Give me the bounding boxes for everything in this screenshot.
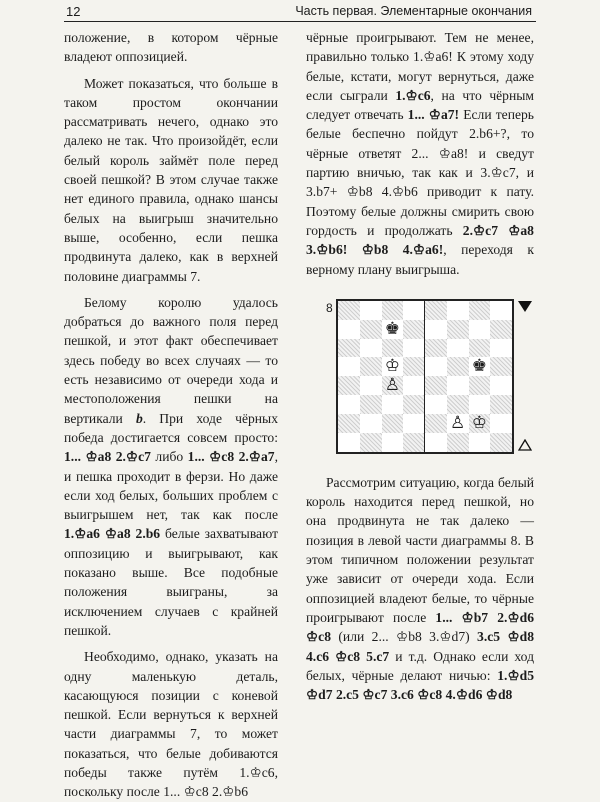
black-king-icon: ♚ xyxy=(384,318,400,339)
right-column xyxy=(306,28,534,704)
board-square-h2 xyxy=(490,414,512,433)
board-square-e5 xyxy=(425,357,447,376)
paragraph: Необходимо, однако, указать на одну маленькую деталь, касающуюся позиции с коневой пешкой. Если вернуться к верхней части диаграммы 7, то может показаться, что белые добиваются победы также путём 1.♔c6, поскольку после 1... ♔c8 2.♔b6 xyxy=(64,649,278,800)
chess-move: 1.♔c6 xyxy=(395,87,431,103)
white-king-icon: ♔ xyxy=(471,413,487,434)
chess-move: 1.♔a6 ♔a8 2.b6 xyxy=(64,526,161,542)
board-square-h6 xyxy=(490,339,512,358)
board-square-c6 xyxy=(382,339,404,358)
board-square-a7 xyxy=(338,320,360,339)
chess-move: 3.c5 ♔d8 4.c6 ♔c8 5.c7 xyxy=(306,629,534,664)
board-square-c7 xyxy=(382,320,404,339)
board-square-f4 xyxy=(447,376,469,395)
chess-move: 2.♔c7 ♔a8 3.♔b6! ♔b8 4.♔a6! xyxy=(306,222,534,258)
board-square-a1 xyxy=(338,433,360,452)
chess-move: 1... ♔c8 2.♔a7 xyxy=(187,449,275,465)
board-square-e8 xyxy=(425,301,447,320)
board-square-h8 xyxy=(490,301,512,320)
board-square-c1 xyxy=(382,433,404,452)
board-square-e6 xyxy=(425,339,447,358)
board-square-d4 xyxy=(403,376,425,395)
board-square-e1 xyxy=(425,433,447,452)
board-square-h1 xyxy=(490,433,512,452)
paragraph: Рассмотрим ситуацию, когда белый король находится перед пешкой, но она продвинута не так далеко — позиция в левой части диаграммы 8. В этом типичном положении результат уже зависит от очереди хода. Если оппозицией владеют белые, то чёрные проигрывают после 1... ♔b7 2.♔d6 ♔c8 (или 2... ♔b8 3.♔d7) 3.c5 ♔d8 4.c6 ♔c8 5.c7 и т.д. Однако если ход белых, чёрные делают ничью: 1.♔d5 ♔d7 2.c5 ♔c7 3.c6 ♔c8 4.♔d6 ♔d8 xyxy=(306,474,534,703)
board-square-g1 xyxy=(469,433,491,452)
board-square-c2 xyxy=(382,414,404,433)
chess-move: 1... ♔a7! xyxy=(407,107,460,123)
paragraph: Может показаться, что больше в таком простом окончании рассматривать нечего, однако это далеко не так. Что произойдёт, если белый король займёт поле перед своей пешкой? В этом случае также нет единого правила, однако шансы белых на выигрыш значительно выше, особенно, если пешка продвинута далеко, как в верхней половине диаграммы 7. xyxy=(64,75,278,284)
board-square-f3 xyxy=(447,395,469,414)
board-square-a6 xyxy=(338,339,360,358)
board-square-f1 xyxy=(447,433,469,452)
board-square-d7 xyxy=(403,320,425,339)
board-square-b7 xyxy=(360,320,382,339)
board-square-h5 xyxy=(490,357,512,376)
board-square-e3 xyxy=(425,395,447,414)
board-square-b5 xyxy=(360,357,382,376)
board-square-d6 xyxy=(403,339,425,358)
board-square-h7 xyxy=(490,320,512,339)
board-square-f7 xyxy=(447,320,469,339)
board-square-a5 xyxy=(338,357,360,376)
left-column xyxy=(64,28,278,802)
board-square-a2 xyxy=(338,414,360,433)
running-title: Часть первая. Элементарные окончания xyxy=(295,4,532,18)
white-pawn-icon: ♙ xyxy=(384,375,400,396)
rank-label: 8 xyxy=(326,300,333,315)
board-square-d3 xyxy=(403,395,425,414)
paragraph: Белому королю удалось добраться до важного поля перед пешкой, и этот факт обеспечивает здесь победу во всех случаях — то есть независимо от очереди хода и местоположения пешки на вертикали b. При ходе чёрных победа достигается совсем просто: 1... ♔a8 2.♔c7 либо 1... ♔c8 2.♔a7, и пешка проходит в ферзи. Но даже если ход белых, больших проблем с выигрышем нет, так как после 1.♔a6 ♔a8 2.b6 белые захватывают оппозицию и выигрывают, как показано выше. Все подобные положения выиграны, за исключением случаев с крайней пешкой. xyxy=(64,294,279,638)
board-square-f8 xyxy=(447,301,469,320)
board-square-g6 xyxy=(469,339,491,358)
board-square-b1 xyxy=(360,433,382,452)
chess-diagram xyxy=(306,289,534,465)
board-square-g3 xyxy=(469,395,491,414)
header-rule xyxy=(64,21,536,22)
board-square-d2 xyxy=(403,414,425,433)
white-king-icon: ♔ xyxy=(384,356,400,377)
board-square-g8 xyxy=(469,301,491,320)
board-square-h4 xyxy=(490,376,512,395)
white-pawn-icon: ♙ xyxy=(450,413,466,434)
board-square-e7 xyxy=(425,320,447,339)
board-square-a3 xyxy=(338,395,360,414)
board-square-b6 xyxy=(360,339,382,358)
board-square-e4 xyxy=(425,376,447,395)
chess-move: 1... ♔b7 2.♔d6 ♔c8 xyxy=(306,609,534,645)
board-square-g5 xyxy=(469,357,491,376)
board-square-c5 xyxy=(382,357,404,376)
board-square-c3 xyxy=(382,395,404,414)
black-to-move-icon xyxy=(518,301,532,312)
board-square-g7 xyxy=(469,320,491,339)
board-square-a4 xyxy=(338,376,360,395)
board-square-c8 xyxy=(382,301,404,320)
board-square-f2 xyxy=(447,414,469,433)
board-square-b4 xyxy=(360,376,382,395)
board-square-b8 xyxy=(360,301,382,320)
page-number: 12 xyxy=(66,4,81,19)
board-square-g4 xyxy=(469,376,491,395)
chess-move: 1.♔d5 ♔d7 2.c5 ♔c7 3.c6 ♔c8 4.♔d6 ♔d8 xyxy=(306,667,534,703)
board-square-h3 xyxy=(490,395,512,414)
paragraph: чёрные проигрывают. Тем не менее, правильно только 1.♔a6! К этому ходу белые, кстати, могут вернуться, даже если сыграли 1.♔c6, на что чёрным следует отвечать 1... ♔a7! Если теперь белые беспечно пойдут 2.b6+?, то чёрные ответят 2... ♔a8! и сведут партию вничью, так как и 3.♔c7, и 3.b7+ ♔b8 4.♔b6 приводит к пату. Поэтому белые должны смирить свою гордость и продолжать 2.♔c7 ♔a8 3.♔b6! ♔b8 4.♔a6!, переходя к верному плану выигрыша. xyxy=(306,30,534,277)
board-square-f5 xyxy=(447,357,469,376)
white-to-move-icon xyxy=(518,439,532,451)
chess-move: 1... ♔a8 2.♔c7 xyxy=(64,449,151,465)
board-square-d8 xyxy=(403,301,425,320)
black-king-icon: ♚ xyxy=(471,356,487,377)
board-square-g2 xyxy=(469,414,491,433)
board-square-b3 xyxy=(360,395,382,414)
paragraph: положение, в котором чёрные владеют оппозицией. xyxy=(64,30,278,65)
board-square-a8 xyxy=(338,301,360,320)
board-square-b2 xyxy=(360,414,382,433)
board-square-d5 xyxy=(403,357,425,376)
chess-board xyxy=(336,299,514,454)
board-square-d1 xyxy=(403,433,425,452)
board-square-c4 xyxy=(382,376,404,395)
board-square-f6 xyxy=(447,339,469,358)
page-header xyxy=(0,0,600,22)
board-square-e2 xyxy=(425,414,447,433)
